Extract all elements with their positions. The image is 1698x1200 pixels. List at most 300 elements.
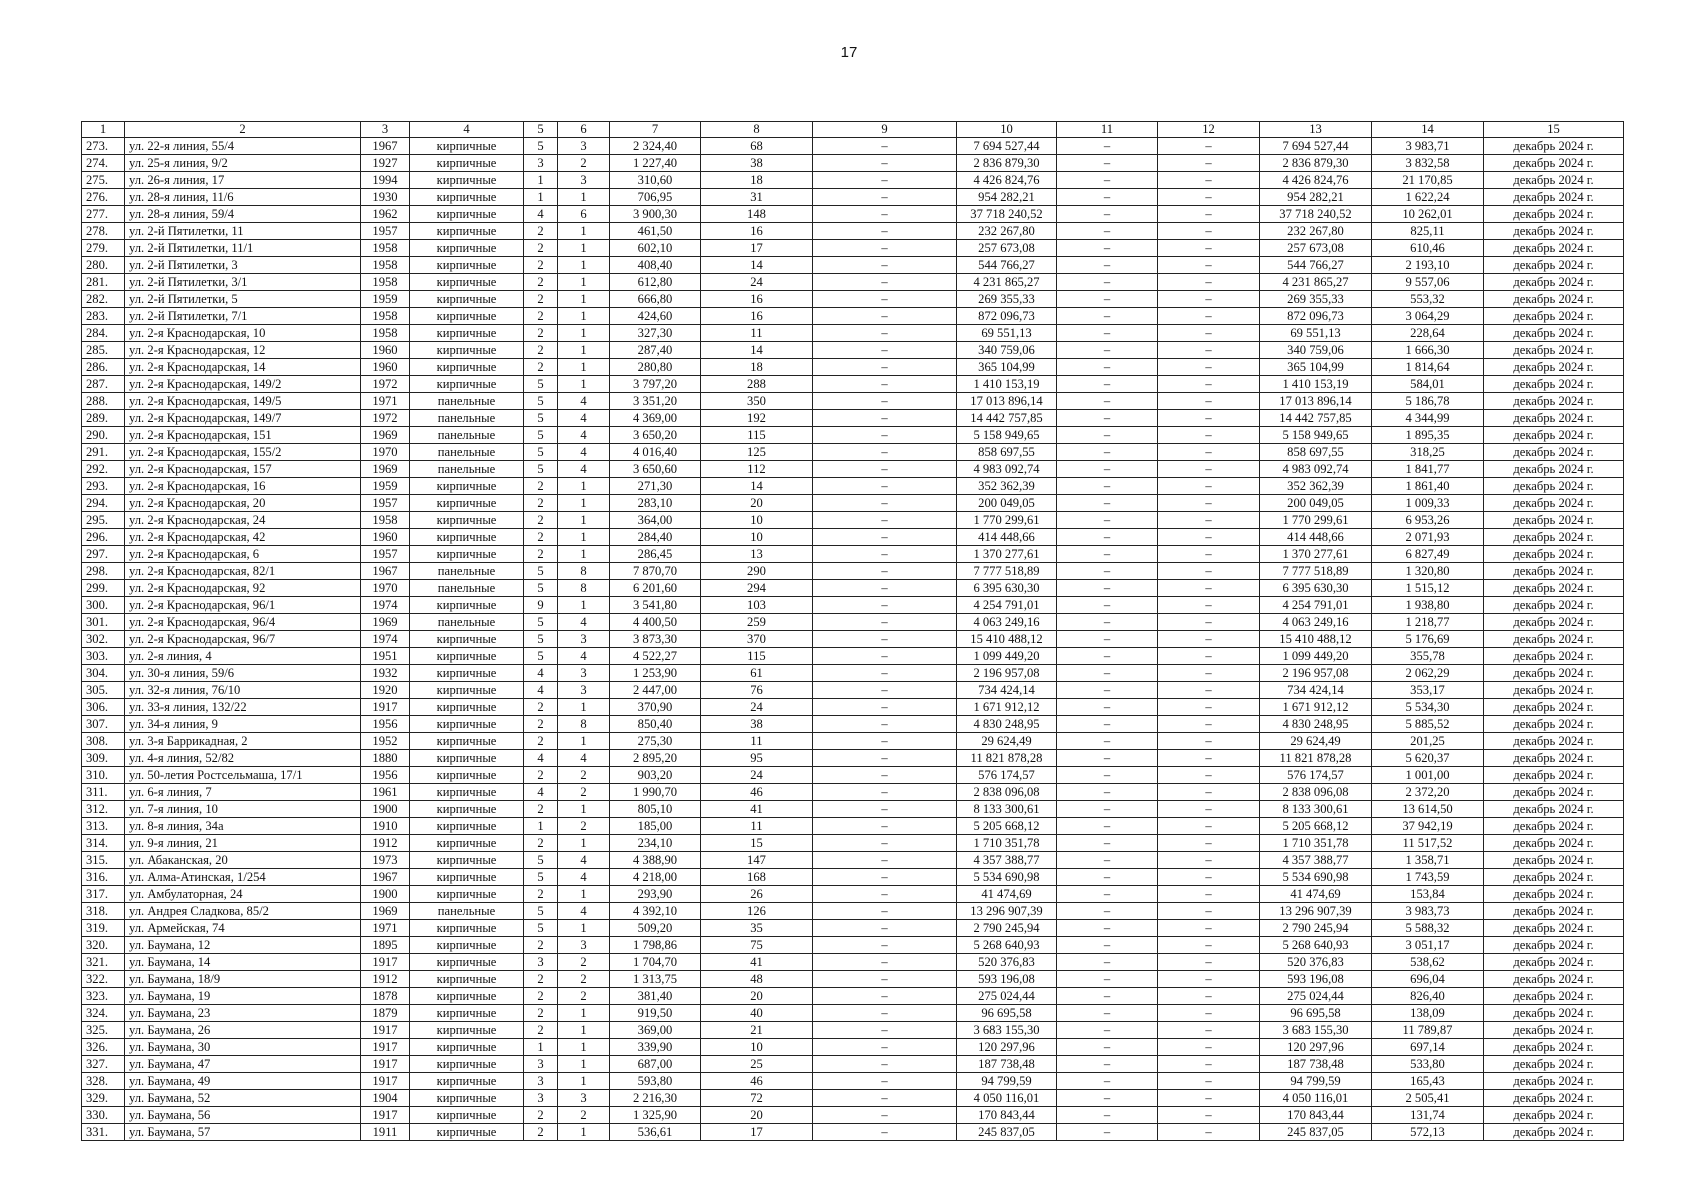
cell-floors: 5 (524, 138, 558, 155)
cell-area: 903,20 (610, 767, 701, 784)
cell-address: ул. 2-й Пятилетки, 11 (125, 223, 361, 240)
cell-col-9: – (813, 393, 957, 410)
cell-address: ул. 2-я Краснодарская, 149/2 (125, 376, 361, 393)
cell-col-11: – (1057, 223, 1158, 240)
table-row (82, 988, 1624, 1005)
cell-cost-per-m2: 37 942,19 (1372, 818, 1484, 835)
cell-entrances: 4 (558, 852, 610, 869)
cell-planned-completion: декабрь 2024 г. (1484, 461, 1624, 478)
cell-residents: 288 (701, 376, 813, 393)
cell-cost-regional: 7 777 518,89 (1260, 563, 1372, 580)
cell-col-11: – (1057, 1090, 1158, 1107)
cell-row-number: 298. (82, 563, 125, 580)
cell-cost-total: 5 534 690,98 (957, 869, 1057, 886)
cell-planned-completion: декабрь 2024 г. (1484, 614, 1624, 631)
cell-planned-completion: декабрь 2024 г. (1484, 512, 1624, 529)
cell-residents: 46 (701, 784, 813, 801)
cell-row-number: 285. (82, 342, 125, 359)
cell-address: ул. 33-я линия, 132/22 (125, 699, 361, 716)
cell-year-built: 1900 (361, 801, 410, 818)
cell-cost-regional: 352 362,39 (1260, 478, 1372, 495)
cell-col-12: – (1158, 410, 1260, 427)
cell-cost-regional: 94 799,59 (1260, 1073, 1372, 1090)
header-address: 2 (125, 122, 361, 138)
cell-floors: 2 (524, 274, 558, 291)
cell-residents: 24 (701, 767, 813, 784)
cell-row-number: 291. (82, 444, 125, 461)
cell-col-11: – (1057, 359, 1158, 376)
table-row (82, 597, 1624, 614)
cell-planned-completion: декабрь 2024 г. (1484, 410, 1624, 427)
cell-entrances: 4 (558, 869, 610, 886)
cell-col-11: – (1057, 716, 1158, 733)
cell-cost-per-m2: 584,01 (1372, 376, 1484, 393)
cell-residents: 148 (701, 206, 813, 223)
cell-cost-regional: 872 096,73 (1260, 308, 1372, 325)
cell-planned-completion: декабрь 2024 г. (1484, 818, 1624, 835)
cell-cost-per-m2: 1 861,40 (1372, 478, 1484, 495)
table-row (82, 206, 1624, 223)
cell-col-9: – (813, 478, 957, 495)
cell-entrances: 3 (558, 937, 610, 954)
cell-cost-regional: 5 534 690,98 (1260, 869, 1372, 886)
cell-address: ул. Баумана, 49 (125, 1073, 361, 1090)
cell-cost-total: 13 296 907,39 (957, 903, 1057, 920)
cell-cost-per-m2: 1 320,80 (1372, 563, 1484, 580)
cell-row-number: 310. (82, 767, 125, 784)
cell-cost-regional: 37 718 240,52 (1260, 206, 1372, 223)
cell-cost-total: 340 759,06 (957, 342, 1057, 359)
cell-col-12: – (1158, 1124, 1260, 1141)
cell-year-built: 1912 (361, 835, 410, 852)
header-planned-completion: 15 (1484, 122, 1624, 138)
cell-cost-total: 170 843,44 (957, 1107, 1057, 1124)
cell-floors: 2 (524, 240, 558, 257)
cell-residents: 350 (701, 393, 813, 410)
cell-col-11: – (1057, 172, 1158, 189)
cell-cost-regional: 414 448,66 (1260, 529, 1372, 546)
cell-cost-regional: 2 196 957,08 (1260, 665, 1372, 682)
cell-col-12: – (1158, 138, 1260, 155)
cell-col-12: – (1158, 461, 1260, 478)
table-row (82, 750, 1624, 767)
cell-floors: 3 (524, 954, 558, 971)
cell-col-11: – (1057, 291, 1158, 308)
cell-col-9: – (813, 274, 957, 291)
cell-cost-per-m2: 610,46 (1372, 240, 1484, 257)
header-cost-regional: 13 (1260, 122, 1372, 138)
table-row (82, 308, 1624, 325)
cell-col-11: – (1057, 274, 1158, 291)
cell-entrances: 1 (558, 291, 610, 308)
cell-floors: 5 (524, 563, 558, 580)
cell-col-12: – (1158, 444, 1260, 461)
cell-floors: 1 (524, 189, 558, 206)
cell-entrances: 1 (558, 325, 610, 342)
cell-area: 287,40 (610, 342, 701, 359)
cell-year-built: 1932 (361, 665, 410, 682)
cell-col-12: – (1158, 291, 1260, 308)
cell-col-9: – (813, 784, 957, 801)
table-row (82, 801, 1624, 818)
cell-cost-total: 8 133 300,61 (957, 801, 1057, 818)
cell-col-11: – (1057, 478, 1158, 495)
cell-cost-total: 200 049,05 (957, 495, 1057, 512)
cell-cost-total: 232 267,80 (957, 223, 1057, 240)
cell-area: 2 447,00 (610, 682, 701, 699)
cell-area: 2 324,40 (610, 138, 701, 155)
cell-year-built: 1911 (361, 1124, 410, 1141)
cell-residents: 35 (701, 920, 813, 937)
cell-floors: 2 (524, 223, 558, 240)
cell-planned-completion: декабрь 2024 г. (1484, 155, 1624, 172)
cell-address: ул. Баумана, 47 (125, 1056, 361, 1073)
table-row (82, 614, 1624, 631)
cell-planned-completion: декабрь 2024 г. (1484, 444, 1624, 461)
cell-cost-regional: 954 282,21 (1260, 189, 1372, 206)
cell-entrances: 2 (558, 818, 610, 835)
cell-row-number: 319. (82, 920, 125, 937)
cell-floors: 5 (524, 580, 558, 597)
cell-cost-regional: 520 376,83 (1260, 954, 1372, 971)
cell-wall-material: кирпичные (410, 240, 524, 257)
cell-row-number: 289. (82, 410, 125, 427)
cell-row-number: 287. (82, 376, 125, 393)
cell-row-number: 278. (82, 223, 125, 240)
cell-residents: 18 (701, 359, 813, 376)
cell-entrances: 1 (558, 359, 610, 376)
cell-cost-regional: 69 551,13 (1260, 325, 1372, 342)
cell-cost-total: 1 710 351,78 (957, 835, 1057, 852)
cell-col-11: – (1057, 733, 1158, 750)
cell-col-11: – (1057, 461, 1158, 478)
cell-area: 3 797,20 (610, 376, 701, 393)
cell-col-9: – (813, 886, 957, 903)
cell-col-11: – (1057, 1073, 1158, 1090)
cell-wall-material: кирпичные (410, 954, 524, 971)
cell-cost-total: 2 790 245,94 (957, 920, 1057, 937)
cell-planned-completion: декабрь 2024 г. (1484, 546, 1624, 563)
cell-floors: 4 (524, 784, 558, 801)
cell-col-12: – (1158, 1022, 1260, 1039)
cell-cost-per-m2: 826,40 (1372, 988, 1484, 1005)
cell-col-11: – (1057, 495, 1158, 512)
cell-floors: 2 (524, 342, 558, 359)
cell-residents: 16 (701, 223, 813, 240)
cell-cost-regional: 5 158 949,65 (1260, 427, 1372, 444)
cell-entrances: 1 (558, 835, 610, 852)
cell-col-11: – (1057, 750, 1158, 767)
cell-cost-per-m2: 3 064,29 (1372, 308, 1484, 325)
cell-wall-material: кирпичные (410, 750, 524, 767)
cell-col-11: – (1057, 614, 1158, 631)
cell-address: ул. 50-летия Ростсельмаша, 17/1 (125, 767, 361, 784)
header-wall-material: 4 (410, 122, 524, 138)
cell-planned-completion: декабрь 2024 г. (1484, 1073, 1624, 1090)
cell-row-number: 325. (82, 1022, 125, 1039)
cell-floors: 1 (524, 172, 558, 189)
cell-col-11: – (1057, 563, 1158, 580)
cell-cost-total: 4 231 865,27 (957, 274, 1057, 291)
cell-area: 275,30 (610, 733, 701, 750)
cell-planned-completion: декабрь 2024 г. (1484, 699, 1624, 716)
cell-col-11: – (1057, 427, 1158, 444)
cell-cost-per-m2: 538,62 (1372, 954, 1484, 971)
cell-row-number: 281. (82, 274, 125, 291)
cell-residents: 10 (701, 529, 813, 546)
cell-planned-completion: декабрь 2024 г. (1484, 682, 1624, 699)
cell-col-11: – (1057, 512, 1158, 529)
cell-entrances: 1 (558, 699, 610, 716)
cell-cost-regional: 11 821 878,28 (1260, 750, 1372, 767)
cell-wall-material: кирпичные (410, 852, 524, 869)
table-row (82, 325, 1624, 342)
cell-residents: 20 (701, 495, 813, 512)
table-row (82, 410, 1624, 427)
cell-col-11: – (1057, 886, 1158, 903)
cell-year-built: 1878 (361, 988, 410, 1005)
cell-planned-completion: декабрь 2024 г. (1484, 1022, 1624, 1039)
cell-wall-material: кирпичные (410, 767, 524, 784)
cell-cost-per-m2: 825,11 (1372, 223, 1484, 240)
cell-entrances: 2 (558, 784, 610, 801)
cell-col-9: – (813, 376, 957, 393)
cell-cost-total: 1 770 299,61 (957, 512, 1057, 529)
cell-planned-completion: декабрь 2024 г. (1484, 784, 1624, 801)
cell-residents: 68 (701, 138, 813, 155)
cell-wall-material: кирпичные (410, 512, 524, 529)
cell-residents: 126 (701, 903, 813, 920)
cell-cost-total: 41 474,69 (957, 886, 1057, 903)
cell-planned-completion: декабрь 2024 г. (1484, 750, 1624, 767)
cell-cost-regional: 4 063 249,16 (1260, 614, 1372, 631)
cell-residents: 14 (701, 478, 813, 495)
table-row (82, 1056, 1624, 1073)
cell-year-built: 1927 (361, 155, 410, 172)
cell-cost-total: 858 697,55 (957, 444, 1057, 461)
cell-col-11: – (1057, 1124, 1158, 1141)
cell-address: ул. 2-я Краснодарская, 149/7 (125, 410, 361, 427)
cell-area: 3 873,30 (610, 631, 701, 648)
cell-cost-per-m2: 13 614,50 (1372, 801, 1484, 818)
cell-entrances: 3 (558, 665, 610, 682)
cell-col-12: – (1158, 189, 1260, 206)
cell-year-built: 1917 (361, 1056, 410, 1073)
cell-row-number: 328. (82, 1073, 125, 1090)
table-row (82, 223, 1624, 240)
cell-wall-material: кирпичные (410, 529, 524, 546)
cell-col-11: – (1057, 1107, 1158, 1124)
cell-wall-material: кирпичные (410, 835, 524, 852)
cell-area: 1 798,86 (610, 937, 701, 954)
cell-row-number: 295. (82, 512, 125, 529)
cell-entrances: 4 (558, 903, 610, 920)
cell-cost-per-m2: 1 009,33 (1372, 495, 1484, 512)
cell-year-built: 1957 (361, 546, 410, 563)
cell-row-number: 280. (82, 257, 125, 274)
header-row (82, 122, 1624, 138)
table-row (82, 1090, 1624, 1107)
housing-registry-table (81, 121, 1624, 1141)
cell-year-built: 1917 (361, 954, 410, 971)
cell-col-9: – (813, 597, 957, 614)
cell-col-12: – (1158, 223, 1260, 240)
cell-cost-regional: 734 424,14 (1260, 682, 1372, 699)
cell-residents: 14 (701, 342, 813, 359)
cell-planned-completion: декабрь 2024 г. (1484, 189, 1624, 206)
cell-col-12: – (1158, 512, 1260, 529)
cell-col-12: – (1158, 1107, 1260, 1124)
cell-cost-regional: 2 838 096,08 (1260, 784, 1372, 801)
table-row (82, 784, 1624, 801)
cell-col-9: – (813, 206, 957, 223)
cell-wall-material: кирпичные (410, 1022, 524, 1039)
table-row (82, 495, 1624, 512)
cell-year-built: 1960 (361, 359, 410, 376)
cell-year-built: 1961 (361, 784, 410, 801)
cell-year-built: 1972 (361, 376, 410, 393)
cell-col-12: – (1158, 665, 1260, 682)
cell-address: ул. Баумана, 18/9 (125, 971, 361, 988)
cell-col-11: – (1057, 631, 1158, 648)
table-row (82, 546, 1624, 563)
cell-col-11: – (1057, 699, 1158, 716)
cell-col-9: – (813, 733, 957, 750)
header-residents: 8 (701, 122, 813, 138)
cell-area: 1 253,90 (610, 665, 701, 682)
cell-planned-completion: декабрь 2024 г. (1484, 223, 1624, 240)
table-row (82, 240, 1624, 257)
cell-floors: 5 (524, 648, 558, 665)
cell-floors: 3 (524, 155, 558, 172)
cell-row-number: 308. (82, 733, 125, 750)
cell-residents: 18 (701, 172, 813, 189)
cell-area: 424,60 (610, 308, 701, 325)
cell-col-12: – (1158, 563, 1260, 580)
cell-area: 408,40 (610, 257, 701, 274)
cell-cost-per-m2: 5 186,78 (1372, 393, 1484, 410)
cell-entrances: 3 (558, 631, 610, 648)
table-row (82, 444, 1624, 461)
cell-col-9: – (813, 223, 957, 240)
cell-cost-per-m2: 153,84 (1372, 886, 1484, 903)
cell-col-9: – (813, 257, 957, 274)
cell-entrances: 4 (558, 750, 610, 767)
cell-entrances: 1 (558, 1073, 610, 1090)
cell-year-built: 1974 (361, 597, 410, 614)
cell-address: ул. Баумана, 52 (125, 1090, 361, 1107)
cell-col-12: – (1158, 920, 1260, 937)
cell-year-built: 1969 (361, 461, 410, 478)
cell-row-number: 307. (82, 716, 125, 733)
cell-cost-total: 1 370 277,61 (957, 546, 1057, 563)
cell-year-built: 1962 (361, 206, 410, 223)
cell-col-12: – (1158, 903, 1260, 920)
cell-row-number: 275. (82, 172, 125, 189)
cell-address: ул. 30-я линия, 59/6 (125, 665, 361, 682)
cell-cost-regional: 1 099 449,20 (1260, 648, 1372, 665)
cell-col-11: – (1057, 665, 1158, 682)
cell-cost-regional: 29 624,49 (1260, 733, 1372, 750)
cell-wall-material: панельные (410, 393, 524, 410)
cell-year-built: 1973 (361, 852, 410, 869)
cell-wall-material: кирпичные (410, 1107, 524, 1124)
cell-col-12: – (1158, 529, 1260, 546)
cell-cost-regional: 170 843,44 (1260, 1107, 1372, 1124)
cell-cost-regional: 6 395 630,30 (1260, 580, 1372, 597)
table-row (82, 682, 1624, 699)
cell-planned-completion: декабрь 2024 г. (1484, 835, 1624, 852)
cell-area: 310,60 (610, 172, 701, 189)
header-row-number: 1 (82, 122, 125, 138)
cell-planned-completion: декабрь 2024 г. (1484, 1039, 1624, 1056)
cell-residents: 11 (701, 325, 813, 342)
cell-entrances: 1 (558, 1005, 610, 1022)
cell-wall-material: панельные (410, 444, 524, 461)
cell-entrances: 1 (558, 1056, 610, 1073)
cell-col-11: – (1057, 410, 1158, 427)
cell-cost-total: 734 424,14 (957, 682, 1057, 699)
cell-row-number: 290. (82, 427, 125, 444)
cell-planned-completion: декабрь 2024 г. (1484, 478, 1624, 495)
cell-planned-completion: декабрь 2024 г. (1484, 1056, 1624, 1073)
cell-year-built: 1974 (361, 631, 410, 648)
cell-residents: 41 (701, 801, 813, 818)
cell-address: ул. 2-я Краснодарская, 16 (125, 478, 361, 495)
cell-entrances: 1 (558, 597, 610, 614)
cell-entrances: 1 (558, 733, 610, 750)
cell-planned-completion: декабрь 2024 г. (1484, 342, 1624, 359)
cell-wall-material: кирпичные (410, 325, 524, 342)
cell-address: ул. Баумана, 23 (125, 1005, 361, 1022)
cell-entrances: 1 (558, 376, 610, 393)
cell-cost-per-m2: 4 344,99 (1372, 410, 1484, 427)
cell-entrances: 2 (558, 988, 610, 1005)
cell-row-number: 302. (82, 631, 125, 648)
cell-cost-total: 4 050 116,01 (957, 1090, 1057, 1107)
cell-planned-completion: декабрь 2024 г. (1484, 325, 1624, 342)
cell-col-12: – (1158, 427, 1260, 444)
cell-floors: 2 (524, 257, 558, 274)
cell-cost-total: 4 063 249,16 (957, 614, 1057, 631)
cell-planned-completion: декабрь 2024 г. (1484, 852, 1624, 869)
cell-planned-completion: декабрь 2024 г. (1484, 274, 1624, 291)
cell-entrances: 1 (558, 1022, 610, 1039)
cell-cost-per-m2: 2 071,93 (1372, 529, 1484, 546)
cell-col-11: – (1057, 767, 1158, 784)
cell-area: 3 351,20 (610, 393, 701, 410)
cell-residents: 25 (701, 1056, 813, 1073)
cell-col-9: – (813, 546, 957, 563)
cell-entrances: 1 (558, 274, 610, 291)
cell-address: ул. 2-я Краснодарская, 14 (125, 359, 361, 376)
cell-cost-total: 94 799,59 (957, 1073, 1057, 1090)
table-row (82, 342, 1624, 359)
cell-planned-completion: декабрь 2024 г. (1484, 733, 1624, 750)
cell-cost-per-m2: 5 588,32 (1372, 920, 1484, 937)
cell-col-9: – (813, 716, 957, 733)
cell-col-12: – (1158, 359, 1260, 376)
cell-planned-completion: декабрь 2024 г. (1484, 903, 1624, 920)
cell-address: ул. 2-я Краснодарская, 151 (125, 427, 361, 444)
cell-residents: 17 (701, 1124, 813, 1141)
cell-col-9: – (813, 818, 957, 835)
table-body (82, 138, 1624, 1141)
cell-col-12: – (1158, 852, 1260, 869)
cell-cost-regional: 4 050 116,01 (1260, 1090, 1372, 1107)
cell-year-built: 1970 (361, 580, 410, 597)
cell-area: 339,90 (610, 1039, 701, 1056)
